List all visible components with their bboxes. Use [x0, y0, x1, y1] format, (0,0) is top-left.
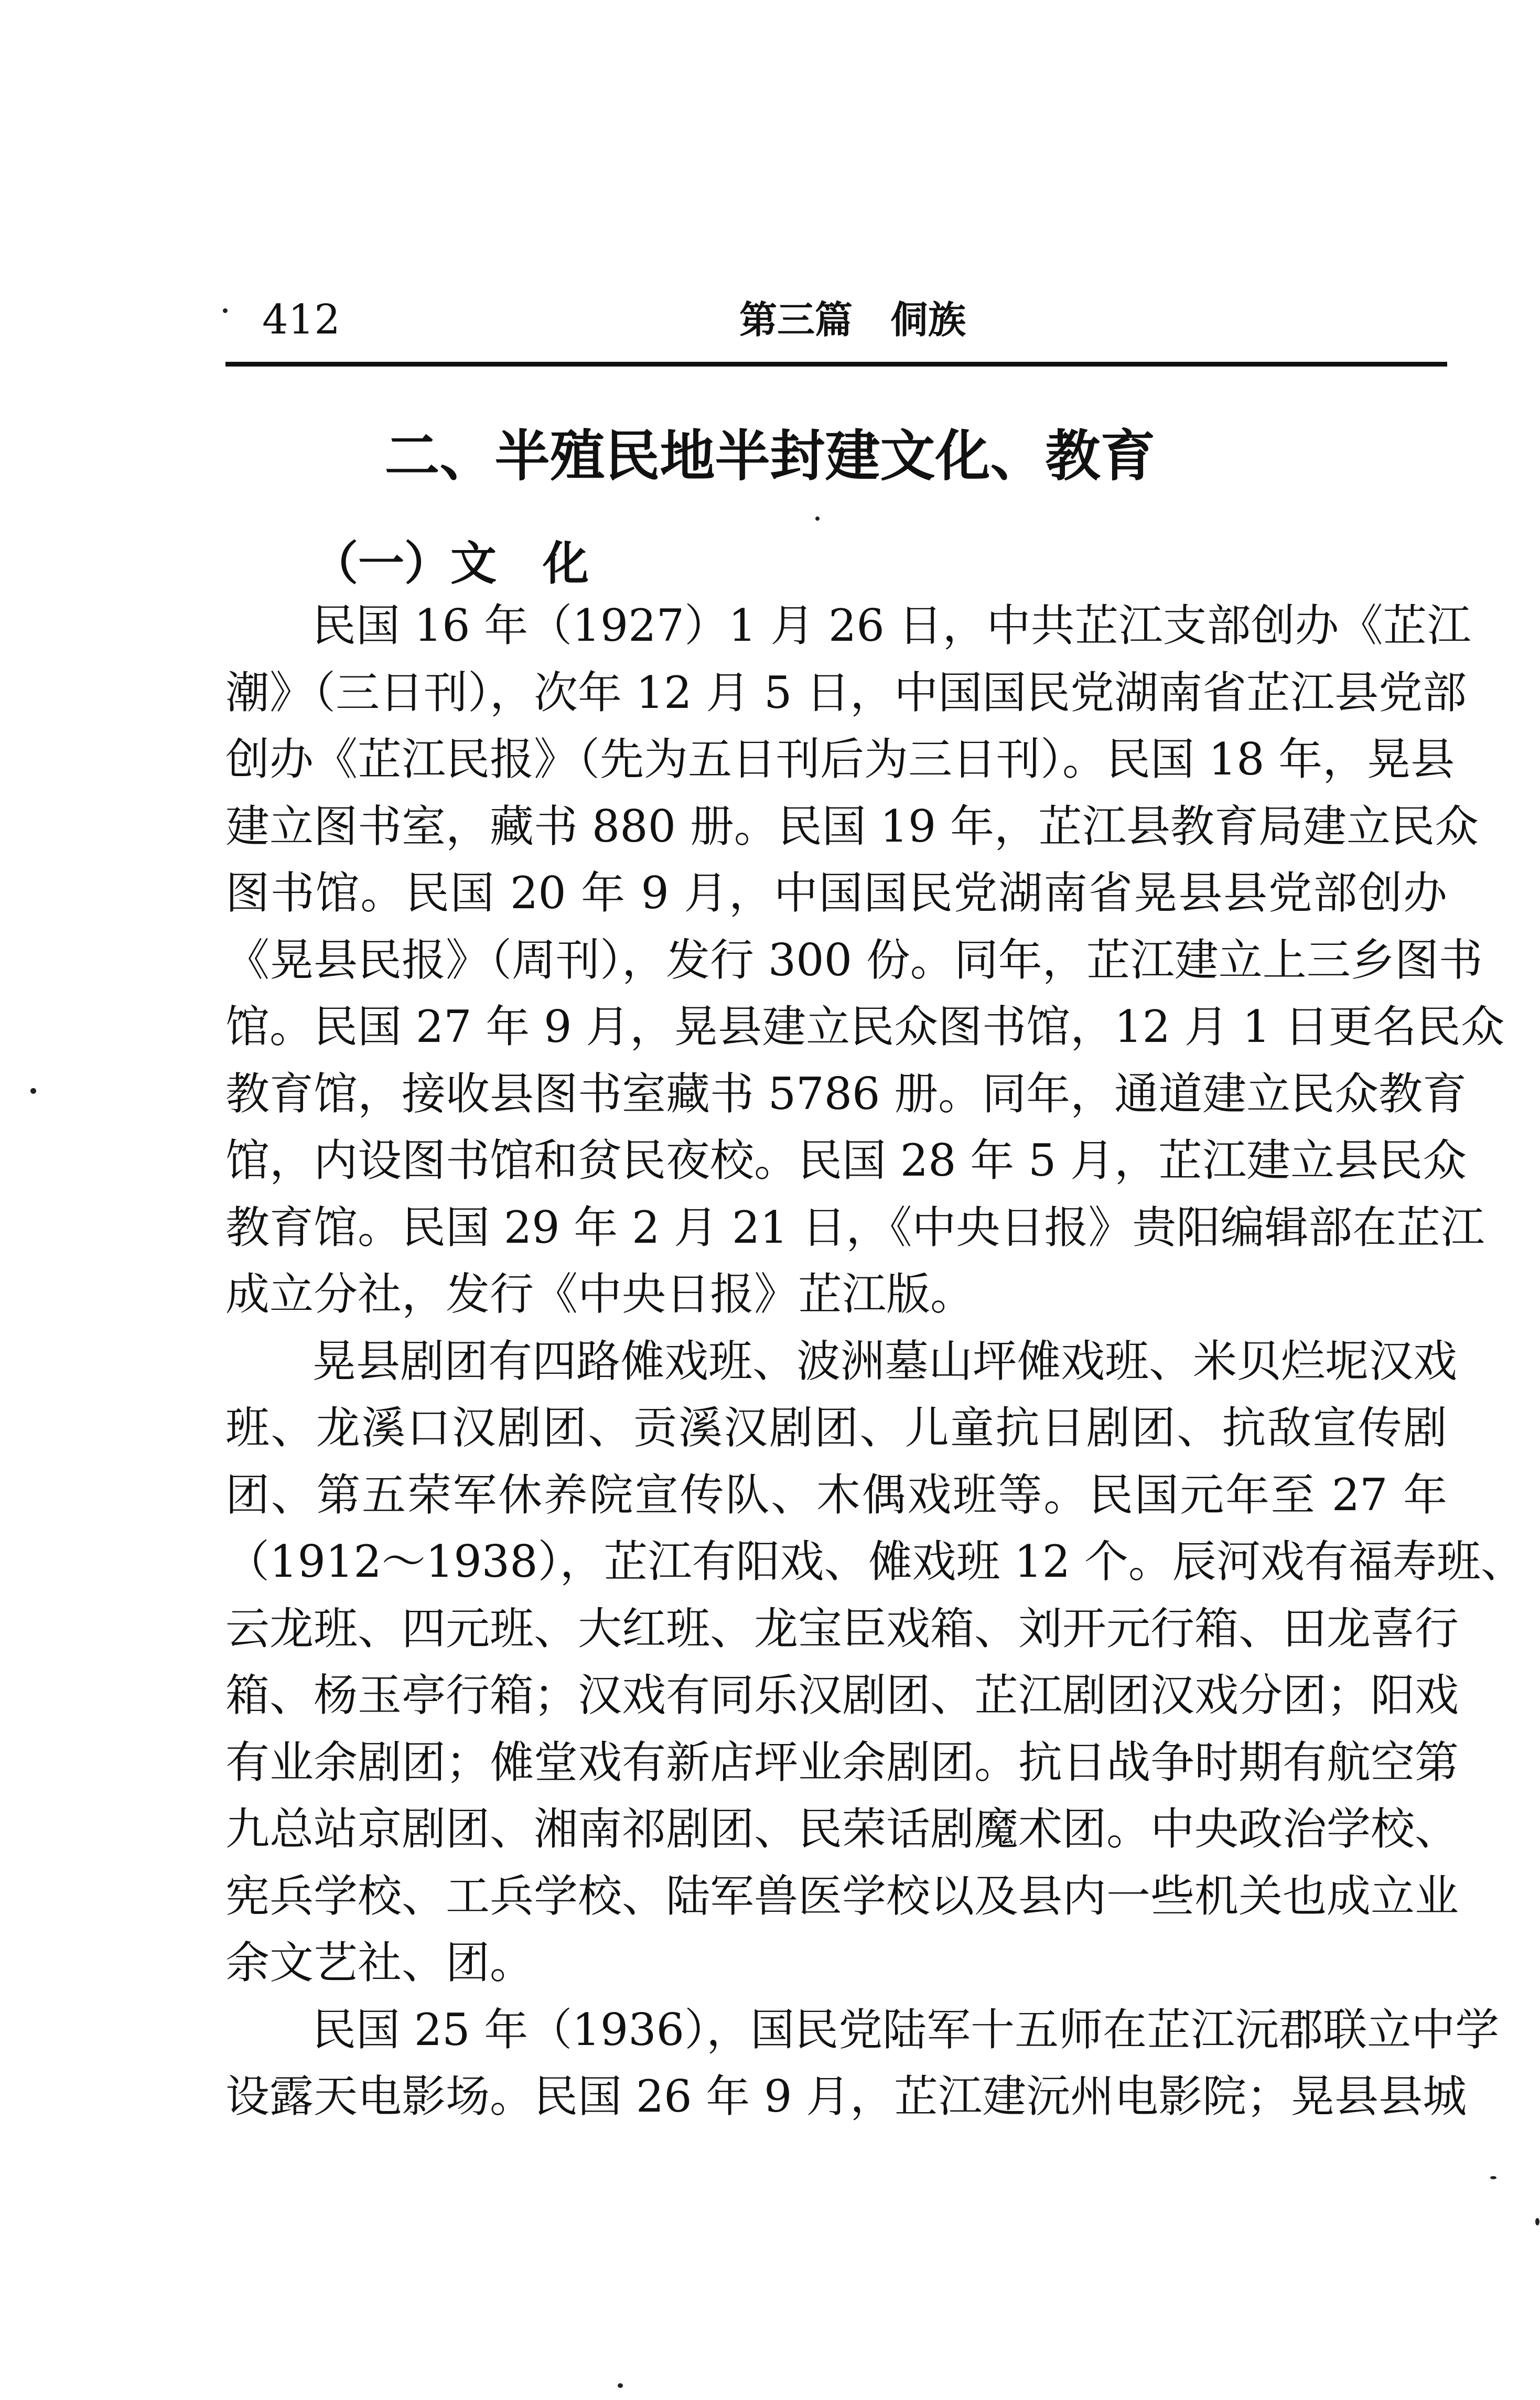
paragraph — [225, 1997, 1500, 2130]
page-header — [225, 283, 1447, 367]
body-text — [225, 593, 1525, 2130]
text-line: 潮》（三日刊），次年 12 月 5 日，中国国民党湖南省芷江县党部 — [225, 666, 1467, 718]
text-line: 设露天电影场。民国 26 年 9 月，芷江建沅州电影院；晃县县城 — [225, 2071, 1467, 2122]
text-line: 馆，内设图书馆和贫民夜校。民国 28 年 5 月，芷江建立县民众 — [225, 1135, 1467, 1186]
text-line: 宪兵学校、工兵学校、陆军兽医学校以及县内一些机关也成立业 — [225, 1870, 1459, 1922]
subsection-title: （一）文 化 — [312, 536, 589, 590]
scan-speck — [1535, 2218, 1539, 2225]
text-line: 图书馆。民国 20 年 9 月，中国国民党湖南省晃县县党部创办 — [225, 867, 1447, 919]
text-line: （1912～1938），芷江有阳戏、傩戏班 12 个。辰河戏有福寿班、 — [225, 1536, 1525, 1587]
text-line: 成立分社，发行《中央日报》芷江版。 — [225, 1268, 975, 1320]
text-line: 晃县剧团有四路傩戏班、波洲墓山坪傩戏班、米贝烂坭汉戏 — [312, 1335, 1458, 1387]
paragraph — [225, 593, 1505, 1328]
running-title: 第三篇 侗族 — [739, 298, 966, 342]
text-line: 箱、杨玉亭行箱；汉戏有同乐汉剧团、芷江剧团汉戏分团；阳戏 — [225, 1670, 1459, 1721]
text-line: 九总站京剧团、湘南祁剧团、民荣话剧魔术团。中央政治学校、 — [225, 1803, 1459, 1855]
text-line: 建立图书室，藏书 880 册。民国 19 年，芷江县教育局建立民众 — [225, 800, 1479, 852]
scan-speck — [1490, 2176, 1496, 2179]
text-line: 教育馆。民国 29 年 2 月 21 日，《中央日报》贵阳编辑部在芷江 — [225, 1201, 1485, 1253]
text-line: 教育馆，接收县图书室藏书 5786 册。同年，通道建立民众教育 — [225, 1068, 1467, 1120]
scan-speck — [815, 516, 820, 521]
text-line: 班、龙溪口汉剧团、贡溪汉剧团、儿童抗日剧团、抗敌宣传剧 — [225, 1402, 1447, 1454]
paragraph — [225, 1328, 1525, 1997]
text-line: 创办《芷江民报》（先为五日刊后为三日刊）。民国 18 年，晃县 — [225, 734, 1455, 785]
text-line: 云龙班、四元班、大红班、龙宝臣戏箱、刘开元行箱、田龙喜行 — [225, 1602, 1459, 1654]
text-line: 余文艺社、团。 — [225, 1937, 534, 1988]
text-line: 《晃县民报》（周刊），发行 300 份。同年，芷江建立上三乡图书 — [225, 934, 1483, 986]
scan-speck — [618, 2383, 623, 2388]
text-line: 团、第五荣军休养院宣传队、木偶戏班等。民国元年至 27 年 — [225, 1469, 1447, 1521]
text-line: 馆。民国 27 年 9 月，晃县建立民众图书馆，12 月 1 日更名民众 — [225, 1001, 1505, 1052]
scan-speck — [223, 308, 228, 313]
page-number: 412 — [262, 296, 340, 343]
section-title: 二、半殖民地半封建文化、教育 — [384, 424, 1156, 488]
text-line: 民国 16 年（1927）1 月 26 日，中共芷江支部创办《芷江 — [312, 600, 1471, 651]
text-line: 民国 25 年（1936），国民党陆军十五师在芷江沅郡联立中学 — [312, 2004, 1500, 2055]
text-line: 有业余剧团；傩堂戏有新店坪业余剧团。抗日战争时期有航空第 — [225, 1736, 1459, 1788]
scan-speck — [30, 1088, 36, 1094]
